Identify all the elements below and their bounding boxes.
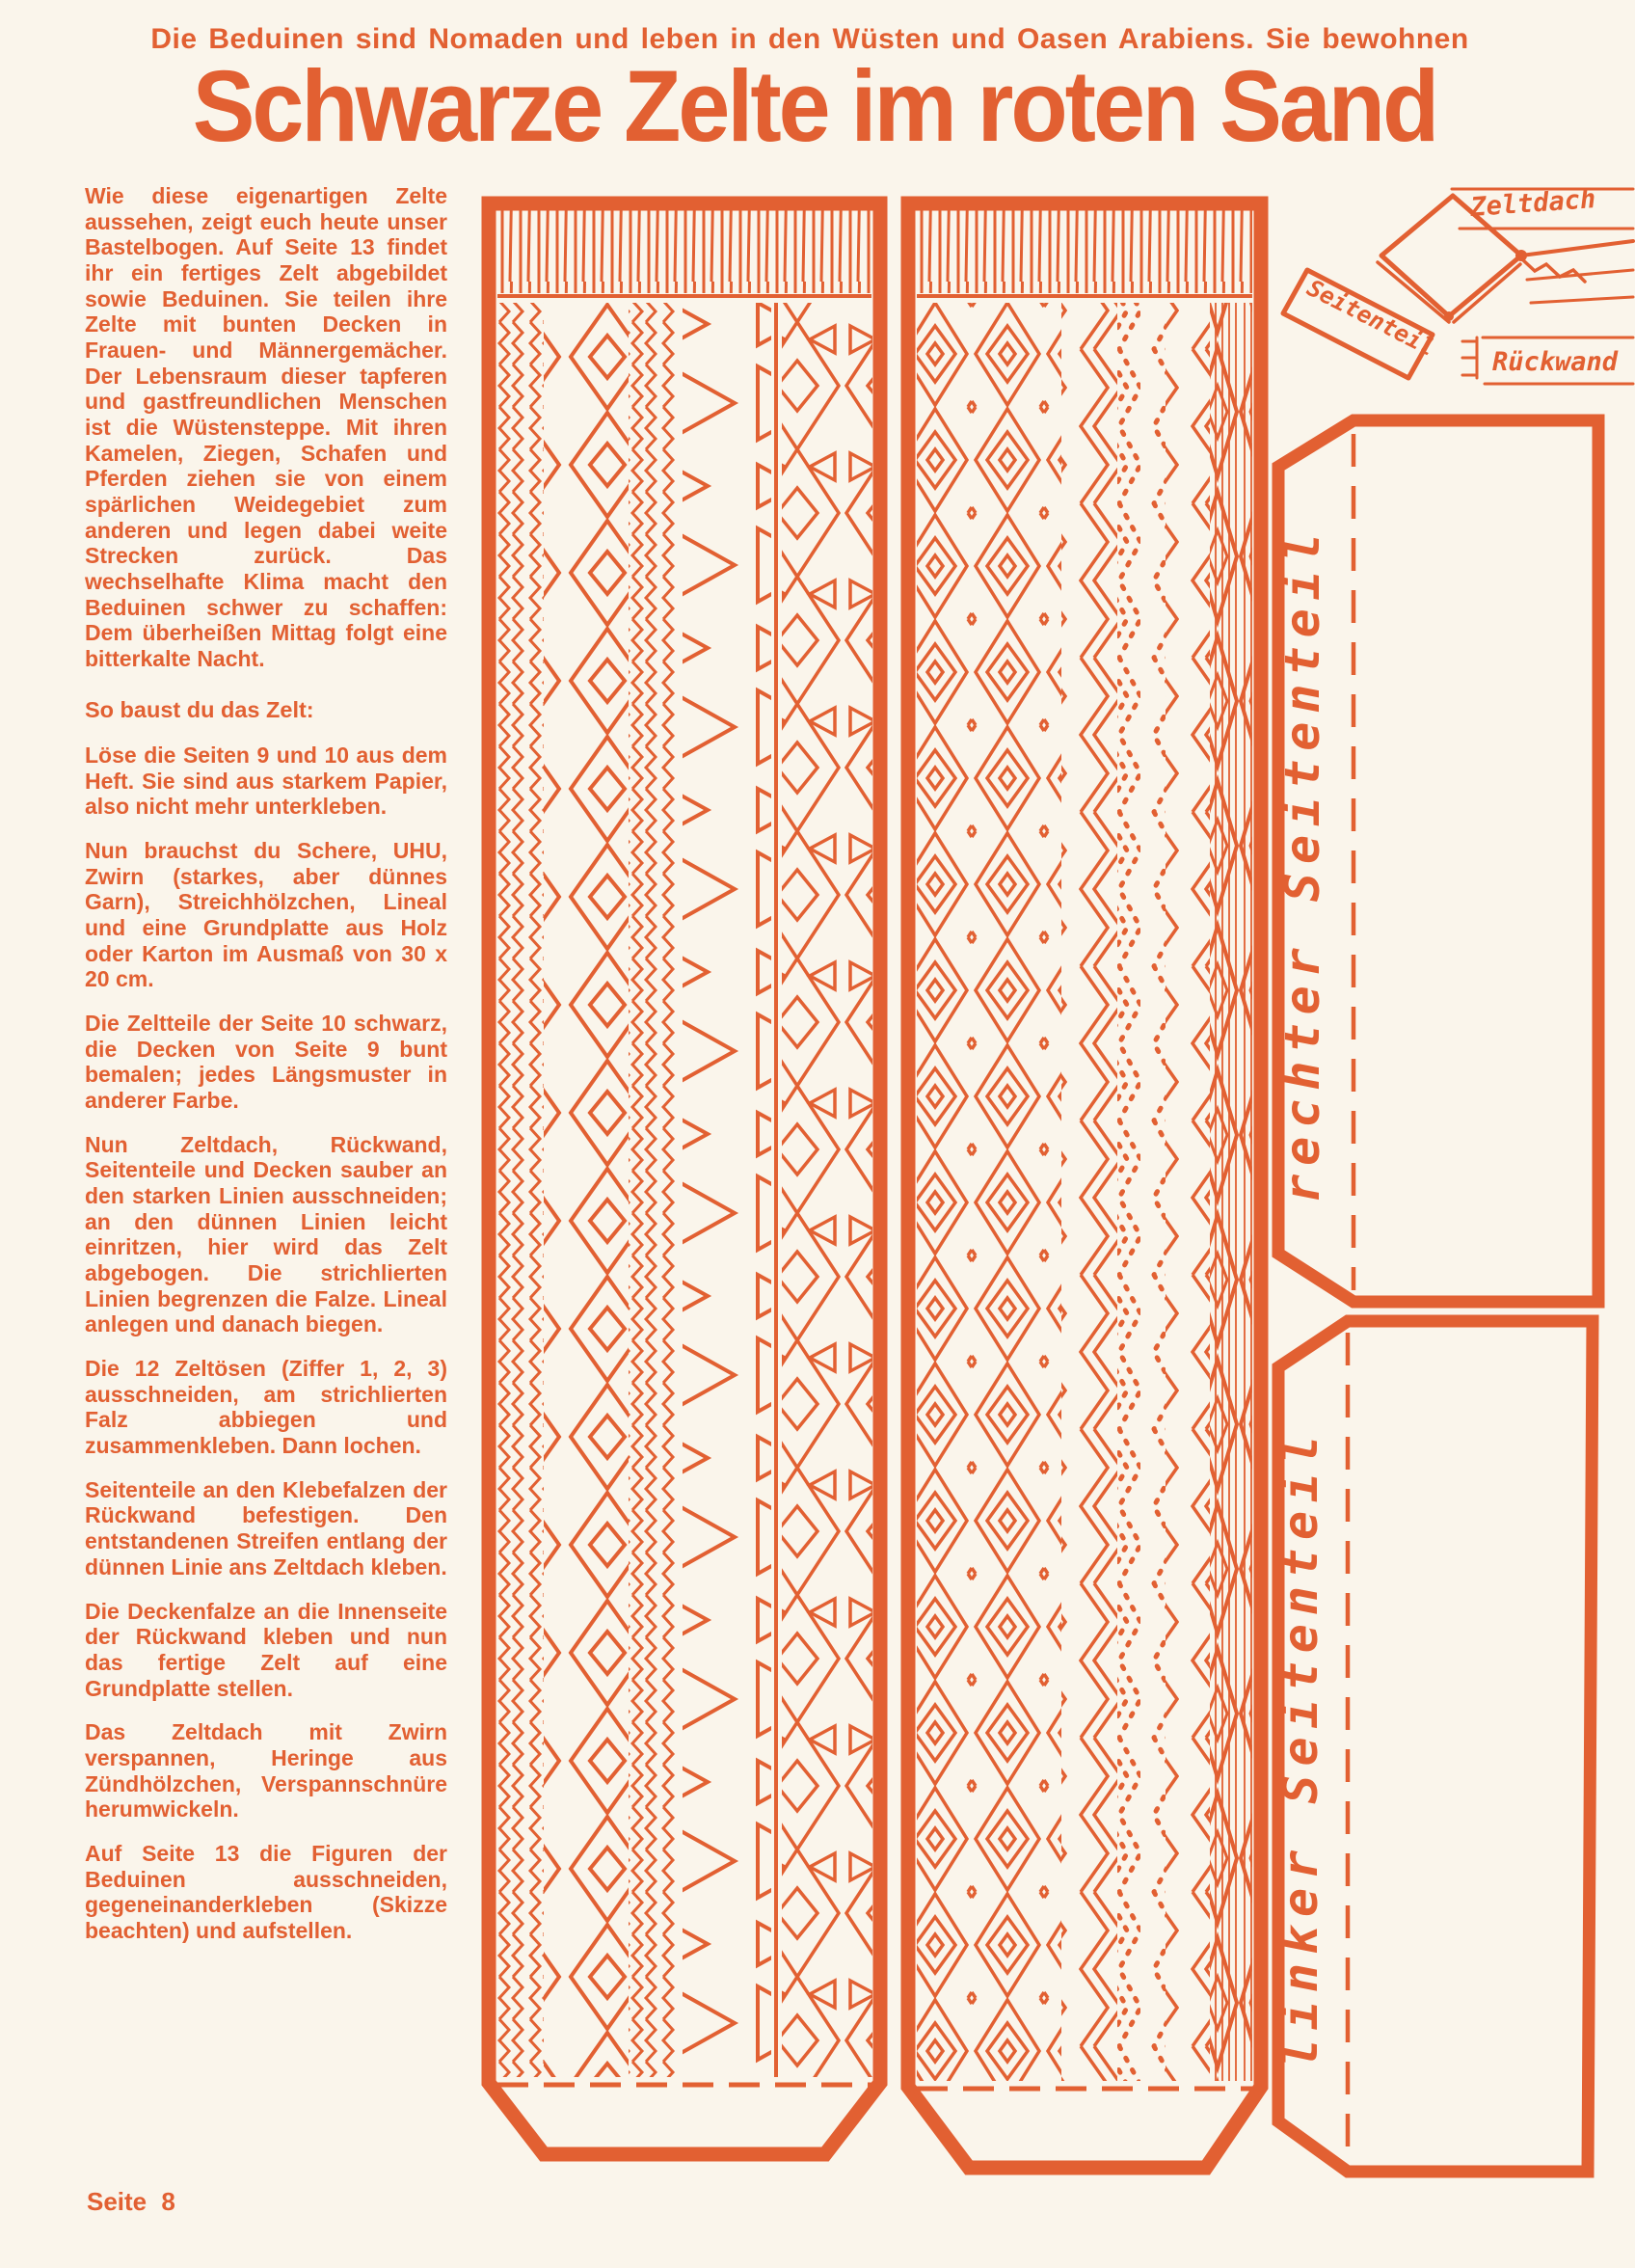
page-title: Schwarze Zelte im roten Sand [192,49,1437,163]
triangle-column [683,303,771,2077]
diamond-triangle-column [782,303,872,2077]
zigzag-column [1166,303,1210,2081]
tent-peg-dot [1444,311,1454,321]
instructions-column [85,183,447,1962]
page-number: Seite 8 [87,2187,175,2216]
panel-rechter-seitenteil [1269,413,1608,1311]
fringe-band [497,210,871,293]
step-paragraph: Die Zeltteile der Seite 10 schwarz, die Decken von Seite 9 bunt bemalen; jedes Längsmuster in anderer Farbe. [85,1011,447,1114]
panel-label: linker Seitenteil [1273,1426,1328,2068]
step-paragraph: Löse die Seiten 9 und 10 aus dem Heft. Sie sind aus starkem Papier, also nicht mehr unterkleben. [85,742,447,820]
step-paragraph: Das Zeltdach mit Zwirn verspannen, Heringe aus Zündhölzchen, Verspannschnüre herumwickeln. [85,1719,447,1822]
fringe-band [917,210,1252,293]
step-paragraph: Die Deckenfalze an die Innenseite der Rückwand kleben und nun das fertige Zelt auf eine Grundplatte stellen. [85,1598,447,1701]
hatched-diamond-column [1210,303,1252,2081]
step-paragraph: Die 12 Zeltösen (Ziffer 1, 2, 3) ausschneiden, am strichlierten Falz abbiegen und zusammenkleben. Dann lochen. [85,1356,447,1459]
intro-paragraph: Wie diese eigenartigen Zelte aussehen, zeigt euch heute unser Bastelbogen. Auf Seite 13 findet ihr ein fertiges Zelt abgebildet sowie Beduinen. Sie teilen ihre Zelte mit bunten Decken in Frauen- und Männergemächer. Der Lebensraum dieser tapferen und gastfreundlichen Menschen ist die Wüstensteppe. Mit ihren Kamelen, Ziegen, Schafen und Pferden ziehen sie von einem spärlichen Weidegebiet zum anderen und legen dabei weite Strecken zurück. Das wechselhafte Klima macht den Beduinen schwer zu schaffen: Dem überheißen Mittag folgt eine bitterkalte Nacht. [85,183,447,672]
panel-label: rechter Seitenteil [1274,525,1330,1203]
nested-diamond-column [917,303,1061,2081]
step-paragraph: Nun brauchst du Schere, UHU, Zwirn (starkes, aber dünnes Garn), Streichhölzchen, Lineal und eine Grundplatte aus Holz oder Karton im Ausmaß von 30 x 20 cm. [85,838,447,992]
section-heading: So baust du das Zelt: [85,696,314,722]
tent-strip-right [899,195,1270,2176]
dotted-zigzag-column [1117,303,1166,2081]
zigzag-column [629,303,675,2077]
label-zeltdach: Zeltdach [1469,183,1597,223]
step-paragraph: Seitenteile an den Klebefalzen der Rückwand befestigen. Den entstandenen Streifen entlang der dünnen Linie ans Zeltdach kleben. [85,1476,447,1580]
subtitle-line: Die Beduinen sind Nomaden und leben in den Wüsten und Oasen Arabiens. Sie bewohnen [150,23,1469,55]
tent-peg-dot [1515,250,1527,261]
panel-linker-seitenteil [1269,1313,1608,2183]
tent-strip-left [480,195,889,2162]
zigzag-column [1061,303,1117,2081]
label-rueckwand: Rückwand [1492,347,1619,377]
diamond-column [544,303,629,2077]
step-paragraph: Nun Zeltdach, Rückwand, Seitenteile und Decken sauber an den starken Linien ausschneiden; an den dünnen Linien leicht einritzen, hier wird das Zelt abgebogen. Die strichlierten Linien begrenzen die Falze. Lineal anlegen und danach biegen. [85,1131,447,1337]
zigzag-column [497,303,544,2077]
label-seitenteil: Seitenteil [1302,274,1439,362]
assembly-sketch [1278,176,1635,402]
step-paragraph: Auf Seite 13 die Figuren der Beduinen ausschneiden, gegeneinanderkleben (Skizze beachten) und aufstellen. [85,1840,447,1943]
